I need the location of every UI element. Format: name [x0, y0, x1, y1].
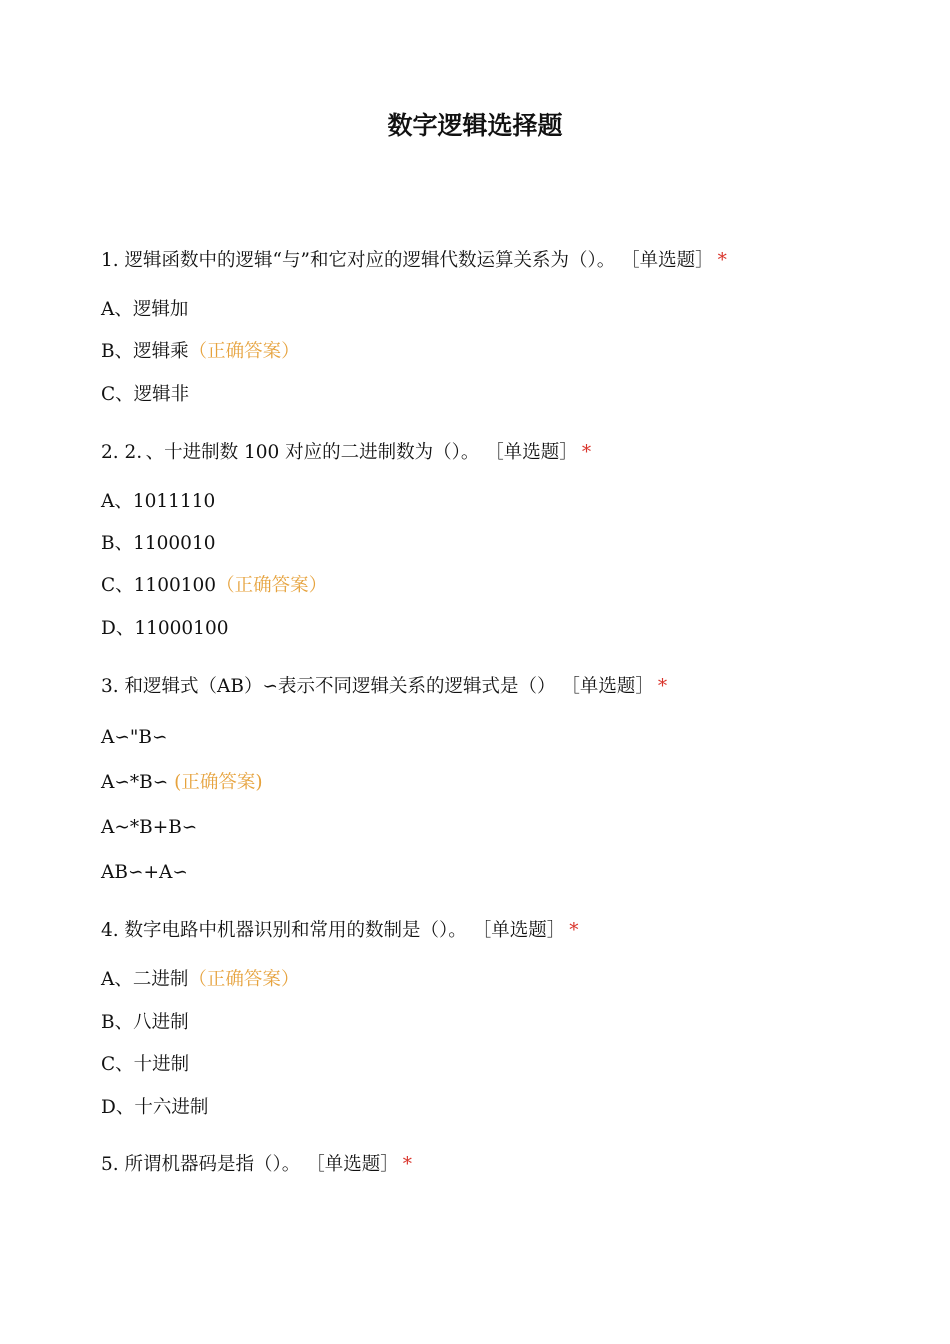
option-label: A、1011110	[101, 491, 216, 512]
option-label: C、1100100	[101, 575, 217, 596]
question-text: 2．、十进制数 100 对应的二进制数为（）。	[124, 442, 480, 463]
correct-answer-tag: （正确答案）	[188, 969, 300, 990]
question-number: 4.	[101, 920, 119, 941]
option-label: A、逻辑加	[101, 299, 189, 320]
option-item	[101, 860, 188, 886]
option-item	[101, 815, 197, 841]
option-label: A∽"B∽	[101, 727, 168, 748]
page-title: 数字逻辑选择题	[387, 111, 563, 140]
option-label: AB∽+A∽	[101, 862, 188, 883]
option-label: A、二进制	[101, 969, 189, 990]
question-3	[101, 674, 667, 700]
required-mark: *	[717, 250, 727, 271]
option-item	[101, 573, 327, 599]
question-5	[101, 1152, 412, 1178]
option-item	[101, 616, 229, 642]
question-4	[101, 918, 578, 944]
required-mark: *	[569, 920, 579, 941]
option-label: A~*B+B∽	[101, 817, 198, 838]
option-label: B、1100010	[101, 533, 216, 554]
question-text: 和逻辑式（AB）∽表示不同逻辑关系的逻辑式是（）	[124, 676, 556, 697]
option-item	[101, 297, 188, 323]
option-item	[101, 382, 189, 408]
question-type: ［单选题］	[561, 676, 654, 697]
question-type: ［单选题］	[306, 1154, 399, 1175]
option-item	[101, 725, 167, 751]
correct-answer-tag: (正确答案)	[174, 772, 263, 793]
question-1	[101, 248, 727, 274]
option-label: D、11000100	[101, 618, 229, 639]
question-number: 5.	[101, 1154, 119, 1175]
question-type: ［单选题］	[485, 442, 578, 463]
option-label: D、十六进制	[101, 1097, 209, 1118]
correct-answer-tag: （正确答案）	[188, 341, 300, 362]
option-label: C、逻辑非	[101, 384, 190, 405]
question-2	[101, 440, 591, 466]
option-item	[101, 339, 300, 365]
question-text: 逻辑函数中的逻辑“与”和它对应的逻辑代数运算关系为（）。	[124, 250, 616, 271]
option-label: B、八进制	[101, 1012, 189, 1033]
question-text: 数字电路中机器识别和常用的数制是（）。	[124, 920, 467, 941]
required-mark: *	[581, 442, 592, 463]
option-item	[101, 967, 299, 993]
option-item	[101, 489, 215, 515]
question-number: 2.	[101, 442, 119, 463]
option-label: A∽*B∽	[101, 772, 169, 793]
option-item	[101, 531, 216, 557]
required-mark: *	[402, 1154, 412, 1175]
option-item	[101, 1010, 189, 1036]
question-text: 所谓机器码是指（）。	[124, 1154, 301, 1175]
option-label: B、逻辑乘	[101, 341, 189, 362]
option-label: C、十进制	[101, 1054, 190, 1075]
question-type: ［单选题］	[472, 920, 566, 941]
option-item	[101, 1095, 208, 1121]
option-item	[101, 1052, 189, 1078]
question-number: 3.	[101, 676, 119, 697]
correct-answer-tag: （正确答案）	[216, 575, 328, 596]
required-mark: *	[657, 676, 668, 697]
question-number: 1.	[101, 250, 119, 271]
question-type: ［单选题］	[621, 250, 714, 271]
option-item	[101, 770, 263, 796]
